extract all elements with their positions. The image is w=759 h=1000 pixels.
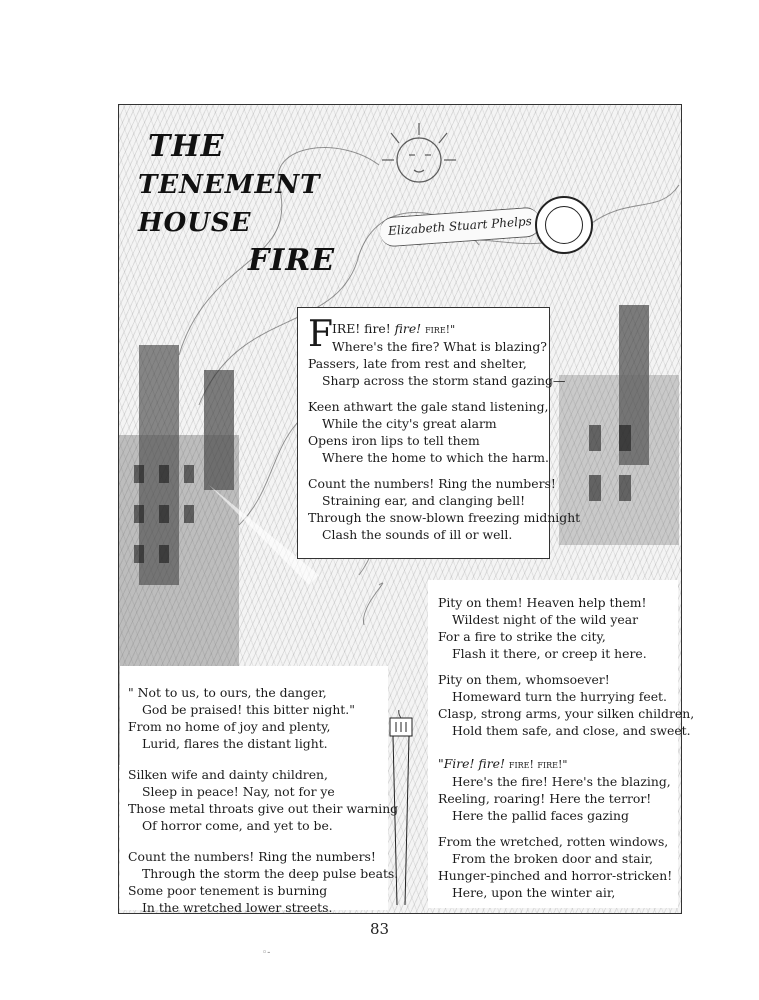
poem-line: Wildest night of the wild year (452, 612, 639, 627)
poem-line: Count the numbers! Ring the numbers! (308, 476, 556, 491)
poem-panel-right (428, 580, 695, 908)
poem-line: Clash the sounds of ill or well. (322, 527, 513, 542)
poem-line: Hunger-pinched and horror-stricken! (438, 868, 673, 883)
title-line-3: FIRE (248, 243, 336, 278)
page-number: 83 (369, 920, 390, 938)
print-speck: ◦- (262, 948, 271, 958)
poem-line: Flash it there, or creep it here. (452, 646, 647, 661)
poem-line: While the city's great alarm (322, 416, 497, 431)
author-signature: Elizabeth Stuart Phelps (379, 206, 541, 247)
stanza (128, 766, 399, 834)
poem-line: From the wretched, rotten windows, (438, 834, 669, 849)
drop-cap: F (308, 314, 333, 355)
poem-line: From the broken door and stair, (452, 851, 654, 866)
cry-open-quote: " (438, 756, 444, 771)
poem-line: Through the snow-blown freezing midnight (308, 510, 581, 525)
stanza (438, 755, 672, 824)
poem-line: Count the numbers! Ring the numbers! (128, 849, 376, 864)
stanza (128, 684, 382, 752)
poem-line: Those metal throats give out their warning (128, 801, 399, 816)
poem-line: Keen athwart the gale stand listening, (308, 399, 549, 414)
poem-panel-left (120, 666, 399, 915)
poem-line: Silken wife and dainty children, (128, 767, 328, 782)
poem-line: Homeward turn the hurrying feet. (452, 689, 667, 704)
poem-line: Reeling, roaring! Here the terror! (438, 791, 652, 806)
poem-panel-top (297, 307, 581, 559)
poem-line: God be praised! this bitter night." (142, 702, 355, 717)
poem-line: Some poor tenement is burning (128, 883, 328, 898)
cry-italic: Fire! fire! (443, 756, 505, 771)
stanza (438, 671, 695, 739)
cry-line (438, 755, 672, 773)
poem-line: Pity on them, whomsoever! (438, 672, 610, 687)
illustrated-title (128, 128, 378, 280)
smokestack-icon (384, 710, 418, 910)
poem-line: Passers, late from rest and shelter, (308, 356, 527, 371)
poem-line: Pity on them! Heaven help them! (438, 595, 647, 610)
poem-line: Here's the fire! Here's the blazing, (452, 774, 671, 789)
poem-line: Straining ear, and clanging bell! (322, 493, 526, 508)
first-line-text: IRE! fire! (332, 321, 391, 336)
stanza (308, 314, 566, 389)
seal-emblem-icon (545, 206, 583, 244)
poem-line: Sleep in peace! Nay, not for ye (142, 784, 335, 799)
title-line-1: THE (148, 129, 225, 164)
poem-line: Here the pallid faces gazing (452, 808, 629, 823)
decorator-seal (535, 196, 593, 254)
first-line-caps: fire!" (425, 323, 456, 336)
cry-caps: fire! fire!" (508, 758, 568, 771)
poem-line: Of horror come, and yet to be. (142, 818, 333, 833)
stanza (308, 398, 549, 466)
stanza (128, 848, 399, 916)
poem-line: From no home of joy and plenty, (128, 719, 331, 734)
poem-line: For a fire to strike the city, (438, 629, 606, 644)
poem-line: Here, upon the winter air, (452, 885, 616, 900)
first-line-italic: fire! (394, 321, 422, 336)
poem-line: Sharp across the storm stand gazing— (322, 373, 566, 388)
poem-line: Hold them safe, and close, and sweet. (452, 723, 691, 738)
poem-line: Clasp, strong arms, your silken children, (438, 706, 695, 721)
poem-line: Where's the fire? What is blazing? (332, 339, 547, 354)
stanza (438, 594, 672, 662)
stanza (438, 833, 672, 901)
poem-line: Through the storm the deep pulse beats. (142, 866, 399, 881)
poem-line: " Not to us, to ours, the danger, (128, 685, 327, 700)
stanza (308, 475, 581, 543)
poem-line: Lurid, flares the distant light. (142, 736, 328, 751)
title-line-2: TENEMENT HOUSE (138, 170, 321, 238)
poem-line: In the wretched lower streets. (142, 900, 333, 915)
poem-line: Opens iron lips to tell them (308, 433, 480, 448)
poem-line: Where the home to which the harm. (322, 450, 549, 465)
